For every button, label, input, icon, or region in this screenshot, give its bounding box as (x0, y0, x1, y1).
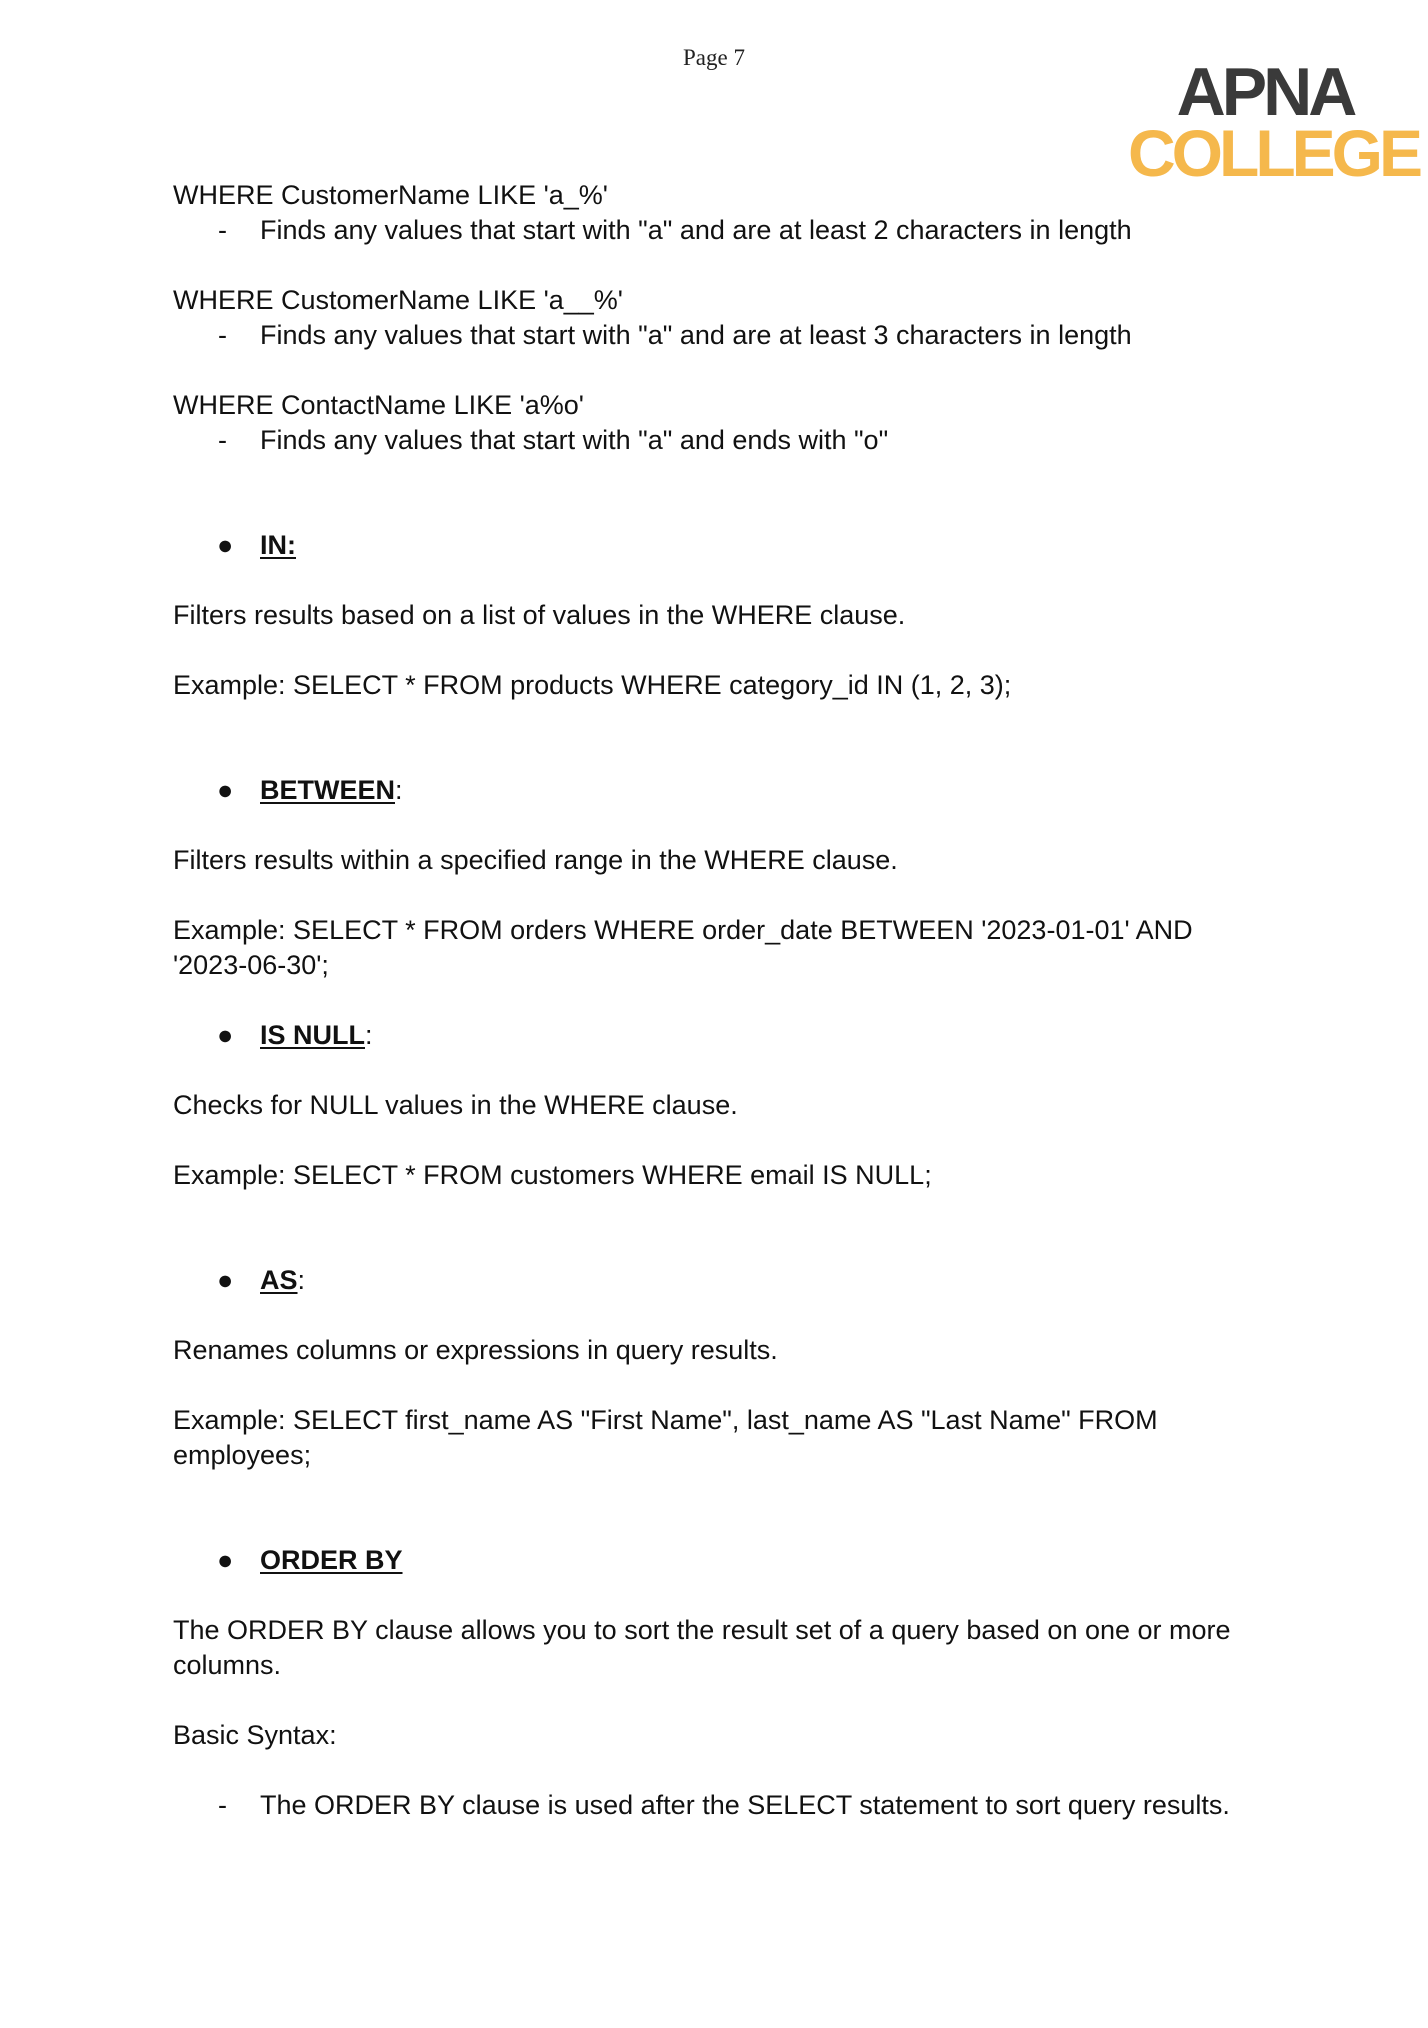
orderby-heading-item (173, 1543, 1253, 1578)
apna-college-logo (1128, 54, 1420, 190)
orderby-syntax-label: Basic Syntax: (173, 1720, 337, 1750)
bullet-marker: ● (217, 530, 234, 560)
like-clause-3: WHERE ContactName LIKE 'a%o' (173, 390, 584, 420)
between-example-line2: '2023-06-30'; (173, 950, 329, 980)
as-example-line2: employees; (173, 1440, 312, 1470)
page-number: Page 7 (683, 45, 745, 70)
isnull-heading-item (173, 1018, 1253, 1053)
orderby-heading: ORDER BY (260, 1545, 403, 1575)
dash-marker: - (218, 320, 227, 350)
orderby-syntax-item-text: The ORDER BY clause is used after the SELECT statement to sort query results. (260, 1790, 1230, 1820)
between-heading-item (173, 773, 1253, 808)
logo-line-college: COLLEGE (1128, 116, 1420, 190)
isnull-colon: : (365, 1020, 373, 1050)
like-desc-1-text: Finds any values that start with "a" and are at least 2 characters in length (260, 215, 1132, 245)
as-description: Renames columns or expressions in query results. (173, 1335, 778, 1365)
isnull-heading: IS NULL (260, 1020, 365, 1050)
bullet-marker: ● (217, 775, 234, 805)
dash-marker: - (218, 1790, 227, 1820)
like-desc-3-text: Finds any values that start with "a" and ends with "o" (260, 425, 889, 455)
bullet-marker: ● (217, 1545, 234, 1575)
page-content (173, 178, 1253, 1823)
in-heading: IN: (260, 530, 296, 560)
orderby-description-line1: The ORDER BY clause allows you to sort the result set of a query based on one or more (173, 1615, 1231, 1645)
between-colon: : (395, 775, 403, 805)
as-heading-item (173, 1263, 1253, 1298)
in-heading-item (173, 528, 1253, 563)
between-heading: BETWEEN (260, 775, 395, 805)
as-heading: AS (260, 1265, 298, 1295)
dash-marker: - (218, 425, 227, 455)
like-desc-2-text: Finds any values that start with "a" and are at least 3 characters in length (260, 320, 1132, 350)
in-description: Filters results based on a list of values in the WHERE clause. (173, 600, 906, 630)
orderby-syntax-item (173, 1788, 1253, 1823)
dash-marker: - (218, 215, 227, 245)
isnull-example: Example: SELECT * FROM customers WHERE email IS NULL; (173, 1160, 932, 1190)
orderby-description-line2: columns. (173, 1650, 282, 1680)
between-description: Filters results within a specified range in the WHERE clause. (173, 845, 898, 875)
between-example-line1: Example: SELECT * FROM orders WHERE order_date BETWEEN '2023-01-01' AND (173, 915, 1193, 945)
bullet-marker: ● (217, 1020, 234, 1050)
isnull-description: Checks for NULL values in the WHERE clause. (173, 1090, 738, 1120)
like-desc-3 (173, 423, 1253, 458)
like-desc-1 (173, 213, 1253, 248)
like-desc-2 (173, 318, 1253, 353)
in-example: Example: SELECT * FROM products WHERE category_id IN (1, 2, 3); (173, 670, 1012, 700)
logo-line-apna: APNA (1176, 54, 1354, 130)
bullet-marker: ● (217, 1265, 234, 1295)
like-clause-2: WHERE CustomerName LIKE 'a__%' (173, 285, 623, 315)
as-colon: : (297, 1265, 306, 1295)
as-example-line1: Example: SELECT first_name AS "First Name", last_name AS "Last Name" FROM (173, 1405, 1158, 1435)
like-clause-1: WHERE CustomerName LIKE 'a_%' (173, 180, 608, 210)
